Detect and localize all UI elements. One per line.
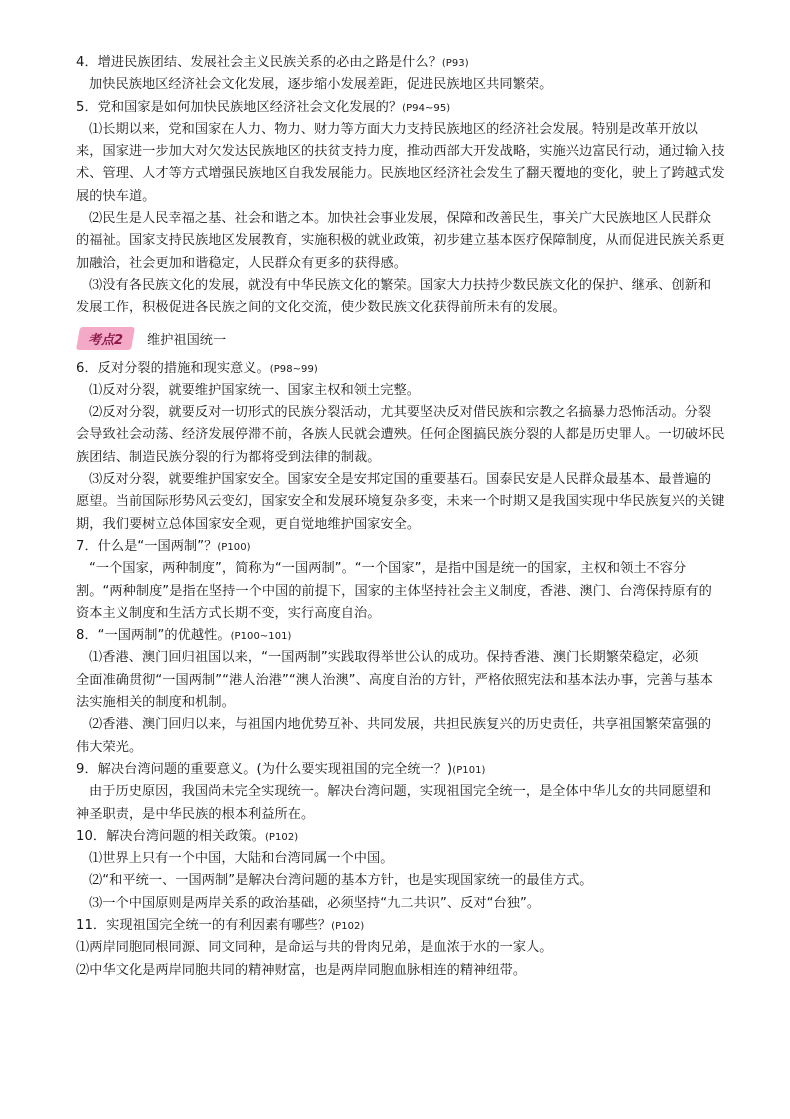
paragraph-text: 来，国家进一步加大对欠发达民族地区的扶贫支持力度，推动西部大开发战略，实施兴边富民行动，通过输入技 [76, 144, 725, 160]
text-line [76, 647, 756, 669]
question-text: 9．解决台湾问题的重要意义。(为什么要实现祖国的完全统一？) [76, 761, 453, 777]
paragraph-text: ⑶反对分裂，就要维护国家安全。国家安全是安邦定国的重要基石。国泰民安是人民群众最基本、最普遍的 [89, 472, 712, 488]
paragraph-text: 族团结、制造民族分裂的行为都将受到法律的制裁。 [76, 449, 381, 465]
text-line [76, 402, 756, 424]
question-line [76, 97, 756, 119]
text-line [76, 893, 756, 915]
question-line [76, 625, 756, 647]
section-title: 维护祖国统一 [147, 333, 227, 349]
page-reference: (P100~101) [230, 631, 292, 643]
text-line [76, 163, 756, 185]
paragraph-text: ⑵民生是人民幸福之基、社会和谐之本。加快社会事业发展，保障和改善民生，事关广大民族地区人民群众 [89, 211, 712, 227]
text-line [76, 74, 756, 96]
text-line [76, 119, 756, 141]
paragraph-text: ⑴两岸同胞同根同源、同文同种，是命运与共的骨肉兄弟，是血浓于水的一家人。 [76, 940, 553, 956]
question-text: 7．什么是“一国两制”？ [76, 538, 218, 554]
section-heading [76, 322, 756, 356]
page-reference: (P100) [217, 541, 251, 553]
paragraph-text: ⑴世界上只有一个中国，大陆和台湾同属一个中国。 [89, 851, 394, 867]
question-text: 4．增进民族团结、发展社会主义民族关系的必由之路是什么？ [76, 55, 442, 70]
text-line [76, 581, 756, 603]
paragraph-text: ⑶一个中国原则是两岸关系的政治基础，必须坚持“九二共识”、反对“台独”。 [89, 895, 541, 911]
question-text: 5．党和国家是如何加快民族地区经济社会文化发展的？ [76, 99, 403, 115]
page-reference: (P98~99) [269, 363, 318, 375]
paragraph-text: 会导致社会动荡、经济发展停滞不前，各族人民就会遭殃。任何企图搞民族分裂的人都是历史罪人。一切破坏民 [76, 427, 725, 443]
paragraph-text: 发展工作，积极促进各民族之间的文化交流，使少数民族文化获得前所未有的发展。 [76, 300, 566, 316]
paragraph-text: 资本主义制度和生活方式长期不变，实行高度自治。 [76, 605, 381, 621]
question-line [76, 358, 756, 380]
page-reference: (P102) [264, 831, 299, 843]
question-line [76, 826, 756, 848]
paragraph-text: 期，我们要树立总体国家安全观，更自觉地维护国家安全。 [76, 516, 421, 532]
text-line [76, 230, 756, 252]
text-line [76, 447, 756, 469]
text-line [76, 380, 756, 402]
paragraph-text: 加快民族地区经济社会文化发展，逐步缩小发展差距，促进民族地区共同繁荣。 [89, 77, 553, 93]
section-badge-label: 考点2 [88, 333, 124, 349]
text-line [76, 692, 756, 714]
text-line [76, 469, 756, 491]
question-line [76, 915, 756, 937]
paragraph-text: 神圣职责，是中华民族的根本利益所在。 [76, 806, 315, 822]
page-reference: (P102) [331, 920, 365, 932]
section-badge [76, 327, 135, 350]
paragraph-text: ⑴长期以来，党和国家在人力、物力、财力等方面大力支持民族地区的经济社会发展。特别是改革开放以 [89, 121, 698, 137]
text-line [76, 514, 756, 536]
page-reference: (P101) [452, 764, 486, 776]
paragraph-text: 伟大荣光。 [76, 739, 143, 755]
question-text: 6．反对分裂的措施和现实意义。 [76, 360, 270, 376]
text-line [76, 714, 756, 736]
text-line [76, 297, 756, 319]
paragraph-text: ⑵香港、澳门回归以来，与祖国内地优势互补、共同发展，共担民族复兴的历史责任，共享祖国繁荣富强的 [89, 717, 712, 733]
paragraph-text: ⑵中华文化是两岸同胞共同的精神财富，也是两岸同胞血脉相连的精神纽带。 [76, 962, 527, 978]
paragraph-text: ⑴香港、澳门回归祖国以来，“一国两制”实践取得举世公认的成功。保持香港、澳门长期繁荣稳定，必须 [89, 650, 699, 666]
paragraph-text: 的福祉。国家支持民族地区发展教育，实施积极的就业政策，初步建立基本医疗保障制度，从而促进民族关系更 [76, 233, 725, 249]
paragraph-text: ⑴反对分裂，就要维护国家统一、国家主权和领土完整。 [89, 382, 420, 398]
paragraph-text: “一个国家，两种制度”，简称为“一国两制”。“一个国家”，是指中国是统一的国家，主权和领土不容分 [89, 561, 687, 577]
text-line [76, 937, 756, 959]
paragraph-text: ⑵“和平统一、一国两制”是解决台湾问题的基本方针，也是实现国家统一的最佳方式。 [89, 873, 593, 889]
paragraph-text: 展的快车道。 [76, 188, 156, 204]
document-content [76, 52, 756, 982]
text-line [76, 491, 756, 513]
paragraph-text: 愿望。当前国际形势风云变幻，国家安全和发展环境复杂多变，未来一个时期又是我国实现中华民族复兴的关键 [76, 494, 725, 510]
text-line [76, 141, 756, 163]
question-text: 11．实现祖国完全统一的有利因素有哪些？ [76, 917, 332, 933]
text-line [76, 208, 756, 230]
text-line [76, 253, 756, 275]
question-line [76, 536, 756, 558]
text-line [76, 558, 756, 580]
page-reference: (P93) [441, 58, 469, 69]
text-line [76, 670, 756, 692]
page-reference: (P94~95) [402, 102, 451, 114]
text-line [76, 186, 756, 208]
text-line [76, 804, 756, 826]
paragraph-text: 由于历史原因，我国尚未完全实现统一。解决台湾问题，实现祖国完全统一，是全体中华儿女的共同愿望和 [89, 784, 712, 800]
text-line [76, 781, 756, 803]
paragraph-text: ⑶没有各民族文化的发展，就没有中华民族文化的繁荣。国家大力扶持少数民族文化的保护、继承、创新和 [89, 277, 712, 293]
paragraph-text: 法实施相关的制度和机制。 [76, 695, 235, 711]
paragraph-text: ⑵反对分裂，就要反对一切形式的民族分裂活动，尤其要坚决反对借民族和宗教之名搞暴力恐怖活动。分裂 [89, 405, 712, 421]
paragraph-text: 割。“两种制度”是指在坚持一个中国的前提下，国家的主体坚持社会主义制度，香港、澳门、台湾保持原有的 [76, 583, 712, 599]
text-line [76, 848, 756, 870]
paragraph-text: 全面准确贯彻“一国两制”“港人治港”“澳人治澳”、高度自治的方针，严格依照宪法和基本法办事，完善与基本 [76, 672, 713, 688]
question-text: 10．解决台湾问题的相关政策。 [76, 828, 265, 844]
text-line [76, 960, 756, 982]
paragraph-text: 加融洽，社会更加和谐稳定，人民群众有更多的获得感。 [76, 255, 407, 271]
text-line [76, 870, 756, 892]
text-line [76, 275, 756, 297]
text-line [76, 424, 756, 446]
paragraph-text: 术、管理、人才等方式增强民族地区自我发展能力。民族地区经济社会发生了翻天覆地的变化，驶上了跨越式发 [76, 166, 725, 182]
text-line [76, 737, 756, 759]
question-line [76, 52, 756, 74]
text-line [76, 603, 756, 625]
question-line [76, 759, 756, 781]
question-text: 8．“一国两制”的优越性。 [76, 628, 231, 644]
